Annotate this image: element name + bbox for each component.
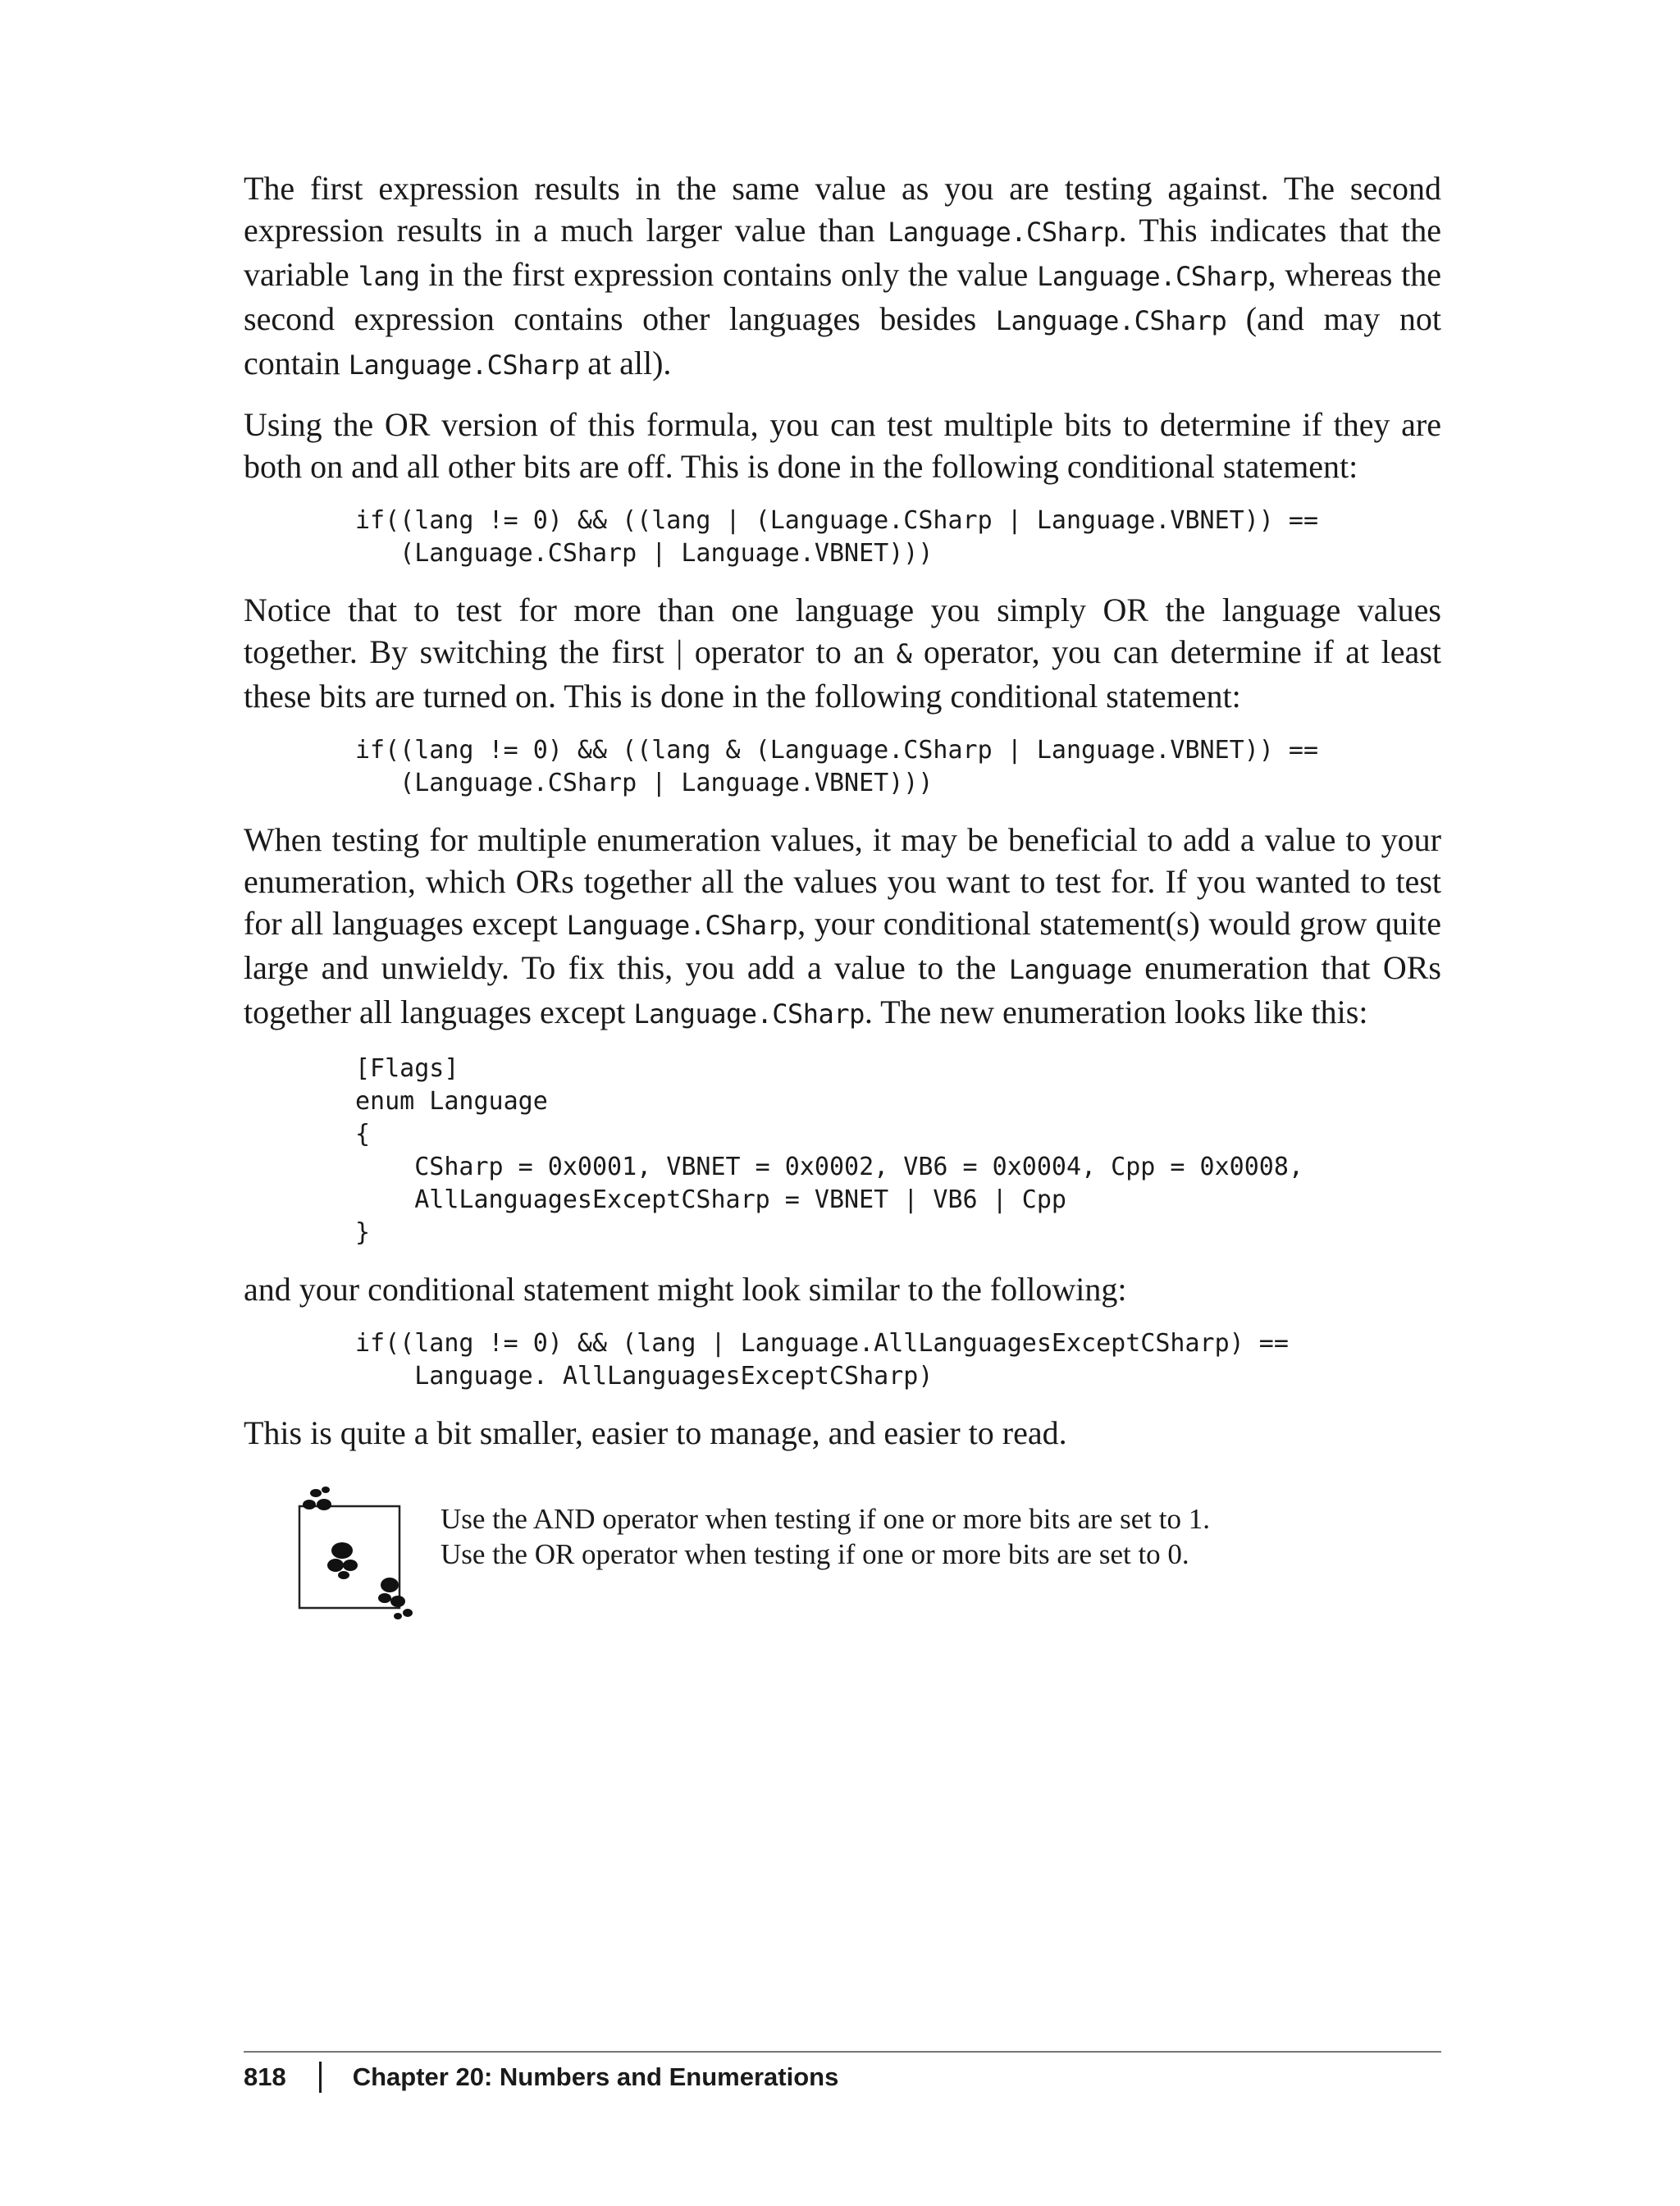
text-run: at all). xyxy=(579,345,672,381)
text-run: enumeration that ORs together all languages except xyxy=(244,949,1441,1030)
chapter-title: Chapter 20: Numbers and Enumerations xyxy=(352,2062,839,2091)
text-run: operator, you can determine if at least these bits are turned on. This is done in the following conditional statement: xyxy=(244,633,1441,715)
note-text xyxy=(441,1501,1343,1572)
inline-code: Language xyxy=(1008,954,1132,985)
code-line: if((lang != 0) && ((lang | (Language.CSharp | Language.VBNET)) == xyxy=(355,506,1318,535)
code-line: { xyxy=(355,1120,371,1149)
inline-code: Language.CSharp xyxy=(348,349,580,381)
inline-code: lang xyxy=(358,261,420,292)
paragraph-5: and your conditional statement might look similar to the following: xyxy=(244,1271,1127,1308)
code-line: AllLanguagesExceptCSharp = VBNET | VB6 | Cpp xyxy=(355,1185,1066,1214)
code-line: if((lang != 0) && ((lang & (Language.CSharp | Language.VBNET)) == xyxy=(355,736,1318,765)
code-block-all-languages xyxy=(244,1327,1441,1393)
text-run: (and may not contain xyxy=(244,300,1441,381)
page-number: 818 xyxy=(244,2062,286,2091)
text-run: . This indicates that the variable xyxy=(244,212,1441,293)
paw-prints-icon xyxy=(293,1483,432,1623)
text-run: The first expression results in the same value as you are testing against. The second expression results in a much larger value than xyxy=(244,170,1441,249)
text-run: , your conditional statement(s) would grow quite large and unwieldy. To fix this, you add a value to the xyxy=(244,905,1442,986)
text-run: , whereas the second expression contains other languages besides xyxy=(244,256,1442,337)
note-line: Use the OR operator when testing if one or more bits are set to 0. xyxy=(441,1538,1189,1570)
text-run: . The new enumeration looks like this: xyxy=(864,993,1368,1030)
text-run: When testing for multiple enumeration values, it may be beneficial to add a value to your enumeration, which ORs together all the values you want to test for. If you wanted to test for all languages except xyxy=(244,821,1441,942)
code-block-enum xyxy=(244,1053,1441,1249)
code-line: } xyxy=(355,1218,371,1247)
code-line: (Language.CSharp | Language.VBNET))) xyxy=(355,769,934,797)
footer-rule xyxy=(244,2051,1441,2053)
code-line: (Language.CSharp | Language.VBNET))) xyxy=(355,539,934,568)
code-block-and-test xyxy=(244,734,1441,800)
paragraph-1 xyxy=(244,167,1441,386)
paragraph-4 xyxy=(244,819,1441,1035)
inline-code: Language.CSharp xyxy=(633,998,865,1030)
code-block-or-test xyxy=(244,505,1441,570)
inline-code: Language.CSharp xyxy=(566,910,798,941)
code-line: [Flags] xyxy=(355,1054,459,1083)
inline-code: Language.CSharp xyxy=(995,305,1227,336)
note-line: Use the AND operator when testing if one or more bits are set to 1. xyxy=(441,1503,1210,1535)
inline-code: & xyxy=(896,638,912,669)
inline-code: Language.CSharp xyxy=(1037,261,1268,292)
paragraph-6: This is quite a bit smaller, easier to manage, and easier to read. xyxy=(244,1414,1067,1451)
code-line: if((lang != 0) && (lang | Language.AllLanguagesExceptCSharp) == xyxy=(355,1329,1289,1358)
text-run: Notice that to test for more than one language you simply OR the language values together. By switching the first | operator to an xyxy=(244,591,1441,670)
code-line: Language. AllLanguagesExceptCSharp) xyxy=(355,1362,934,1391)
paragraph-2: Using the OR version of this formula, you can test multiple bits to determine if they are both on and all other bits are off. This is done in the following conditional statement: xyxy=(244,406,1441,485)
page-footer xyxy=(244,2056,838,2099)
code-line: enum Language xyxy=(355,1087,548,1116)
tip-note xyxy=(244,1483,1441,1631)
text-run: in the first expression contains only the value xyxy=(419,256,1038,293)
page-body xyxy=(244,167,1441,1631)
inline-code: Language.CSharp xyxy=(888,217,1119,248)
footer-separator xyxy=(319,2062,322,2093)
paragraph-3 xyxy=(244,589,1441,717)
code-line: CSharp = 0x0001, VBNET = 0x0002, VB6 = 0x0004, Cpp = 0x0008, xyxy=(355,1153,1303,1181)
